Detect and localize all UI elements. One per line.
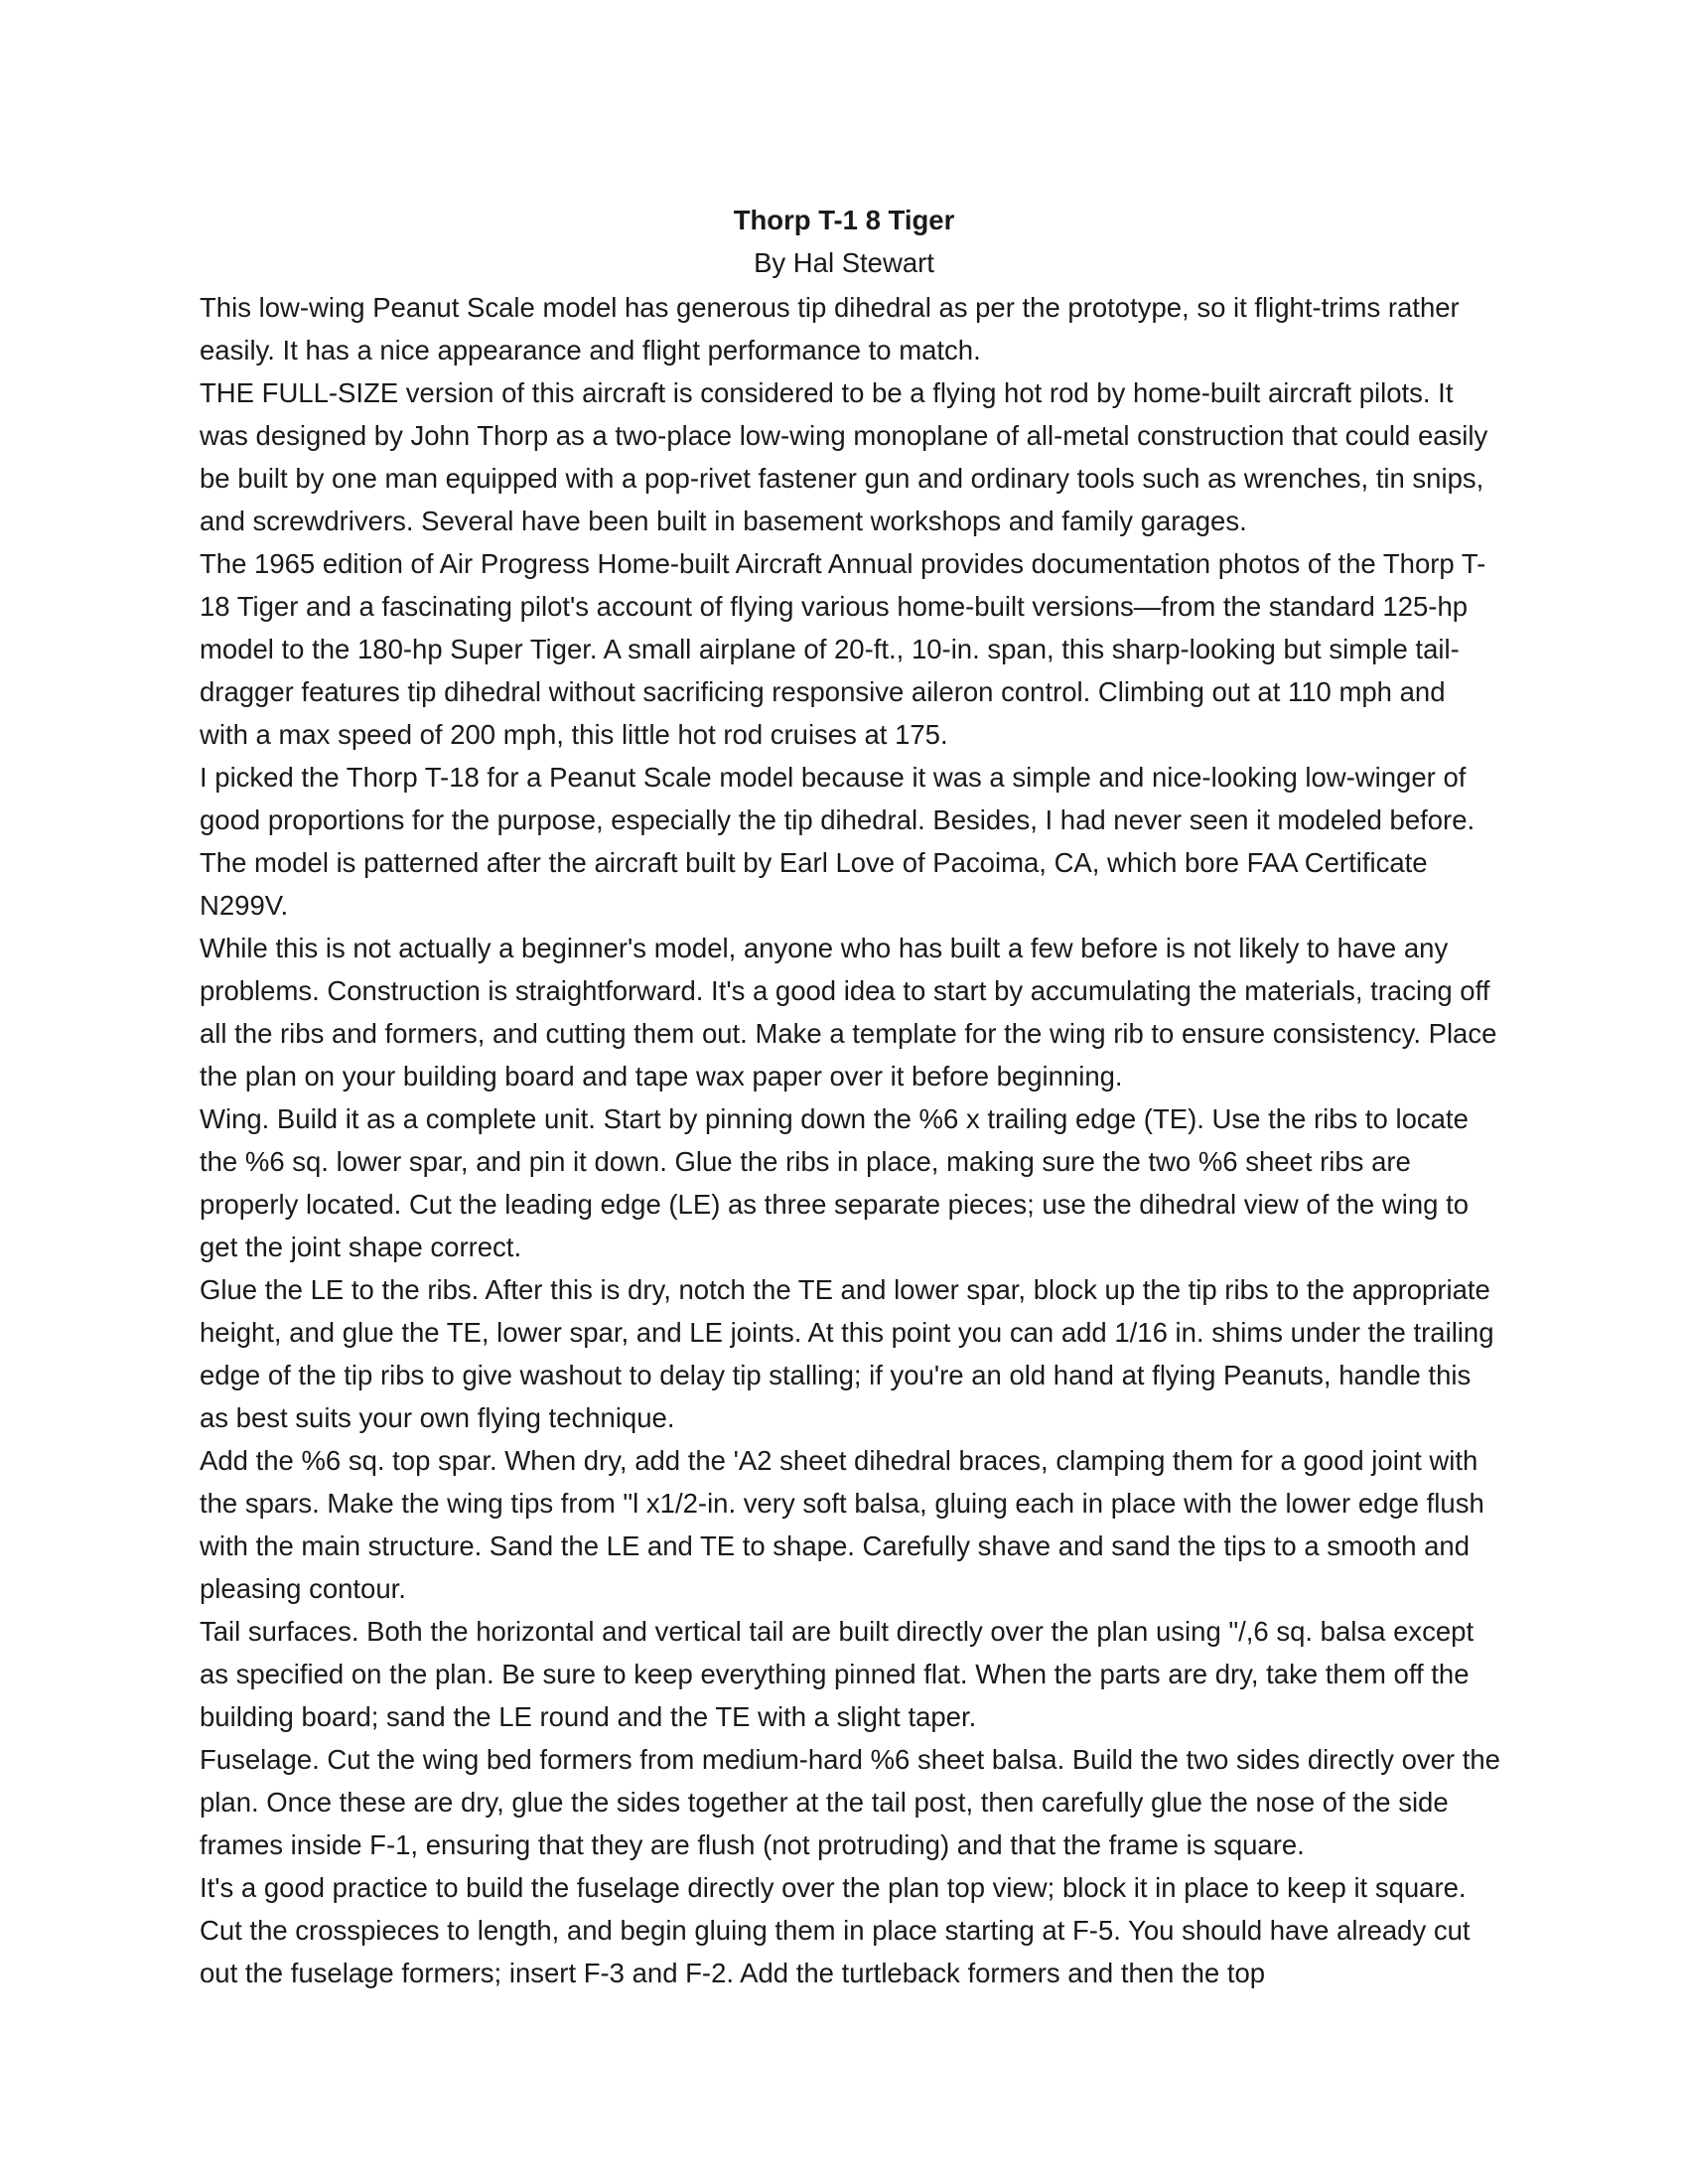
paragraph-model-choice: I picked the Thorp T-18 for a Peanut Scale model because it was a simple and nice-looking low-winger of good proportions for the purpose, especially the tip dihedral. Besides, I had never seen it modeled before. The model is patterned after the aircraft built by Earl Love of Pacoima, CA, which bore FAA Certificate N299V. <box>200 762 1476 921</box>
paragraph-glue-le: Glue the LE to the ribs. After this is dry, notch the TE and lower spar, block up the tip ribs to the appropriate height, and glue the TE, lower spar, and LE joints. At this point you can add 1/16 in. shims under the trailing edge of the tip ribs to give washout to delay tip stalling; if you're an old hand at flying Peanuts, handle this as best suits your own flying technique. <box>200 1274 1494 1433</box>
paragraph-beginner: While this is not actually a beginner's model, anyone who has built a few before is not likely to have any problems. Construction is straightforward. It's a good idea to start by accumulating the materials, tracing off all the ribs and formers, and cutting them out. Make a template for the wing rib to ensure consistency. Place the plan on your building board and tape wax paper over it before beginning. <box>200 933 1497 1092</box>
paragraph-fuselage-practice: It's a good practice to build the fuselage directly over the plan top view; block it in place to keep it square. Cut the crosspieces to length, and begin gluing them in place starting at F-5. You should have already cut out the fuselage formers; insert F-3 and F-2. Add the turtleback formers and then the top <box>200 1872 1471 1988</box>
document-title: Thorp T-1 8 Tiger <box>733 205 955 235</box>
document-body <box>200 286 1500 1994</box>
paragraph-wing: Wing. Build it as a complete unit. Start by pinning down the %6 x trailing edge (TE). Use the ribs to locate the %6 sq. lower spar, and pin it down. Glue the ribs in place, making sure the two %6 sheet ribs are properly located. Cut the leading edge (LE) as three separate pieces; use the dihedral view of the wing to get the joint shape correct. <box>200 1103 1469 1262</box>
paragraph-air-progress: The 1965 edition of Air Progress Home-built Aircraft Annual provides documentation photos of the Thorp T-18 Tiger and a fascinating pilot's account of flying various home-built versions—from the standard 125-hp model to the 180-hp Super Tiger. A small airplane of 20-ft., 10-in. span, this sharp-looking but simple tail-dragger features tip dihedral without sacrificing responsive aileron control. Climbing out at 110 mph and with a max speed of 200 mph, this little hot rod cruises at 175. <box>200 548 1486 750</box>
paragraph-tail-surfaces: Tail surfaces. Both the horizontal and vertical tail are built directly over the plan using "/,6 sq. balsa except as specified on the plan. Be sure to keep everything pinned flat. When the parts are dry, take them off the building board; sand the LE round and the TE with a slight taper. <box>200 1616 1475 1732</box>
paragraph-intro: This low-wing Peanut Scale model has generous tip dihedral as per the prototype, so it flight-trims rather easily. It has a nice appearance and flight performance to match. <box>200 292 1460 365</box>
paragraph-top-spar: Add the %6 sq. top spar. When dry, add the 'A2 sheet dihedral braces, clamping them for a good joint with the spars. Make the wing tips from "l x1/2-in. very soft balsa, gluing each in place with the lower edge flush with the main structure. Sand the LE and TE to shape. Carefully shave and sand the tips to a smooth and pleasing contour. <box>200 1445 1484 1604</box>
paragraph-fuselage: Fuselage. Cut the wing bed formers from medium-hard %6 sheet balsa. Build the two sides directly over the plan. Once these are dry, glue the sides together at the tail post, then carefully glue the nose of the side frames inside F-1, ensuring that they are flush (not protruding) and that the frame is square. <box>200 1744 1500 1860</box>
paragraph-full-size: THE FULL-SIZE version of this aircraft is considered to be a flying hot rod by home-built aircraft pilots. It was designed by John Thorp as a two-place low-wing monoplane of all-metal construction that could easily be built by one man equipped with a pop-rivet fastener gun and ordinary tools such as wrenches, tin snips, and screwdrivers. Several have been built in basement workshops and family garages. <box>200 377 1488 536</box>
author-byline: By Hal Stewart <box>754 247 934 278</box>
